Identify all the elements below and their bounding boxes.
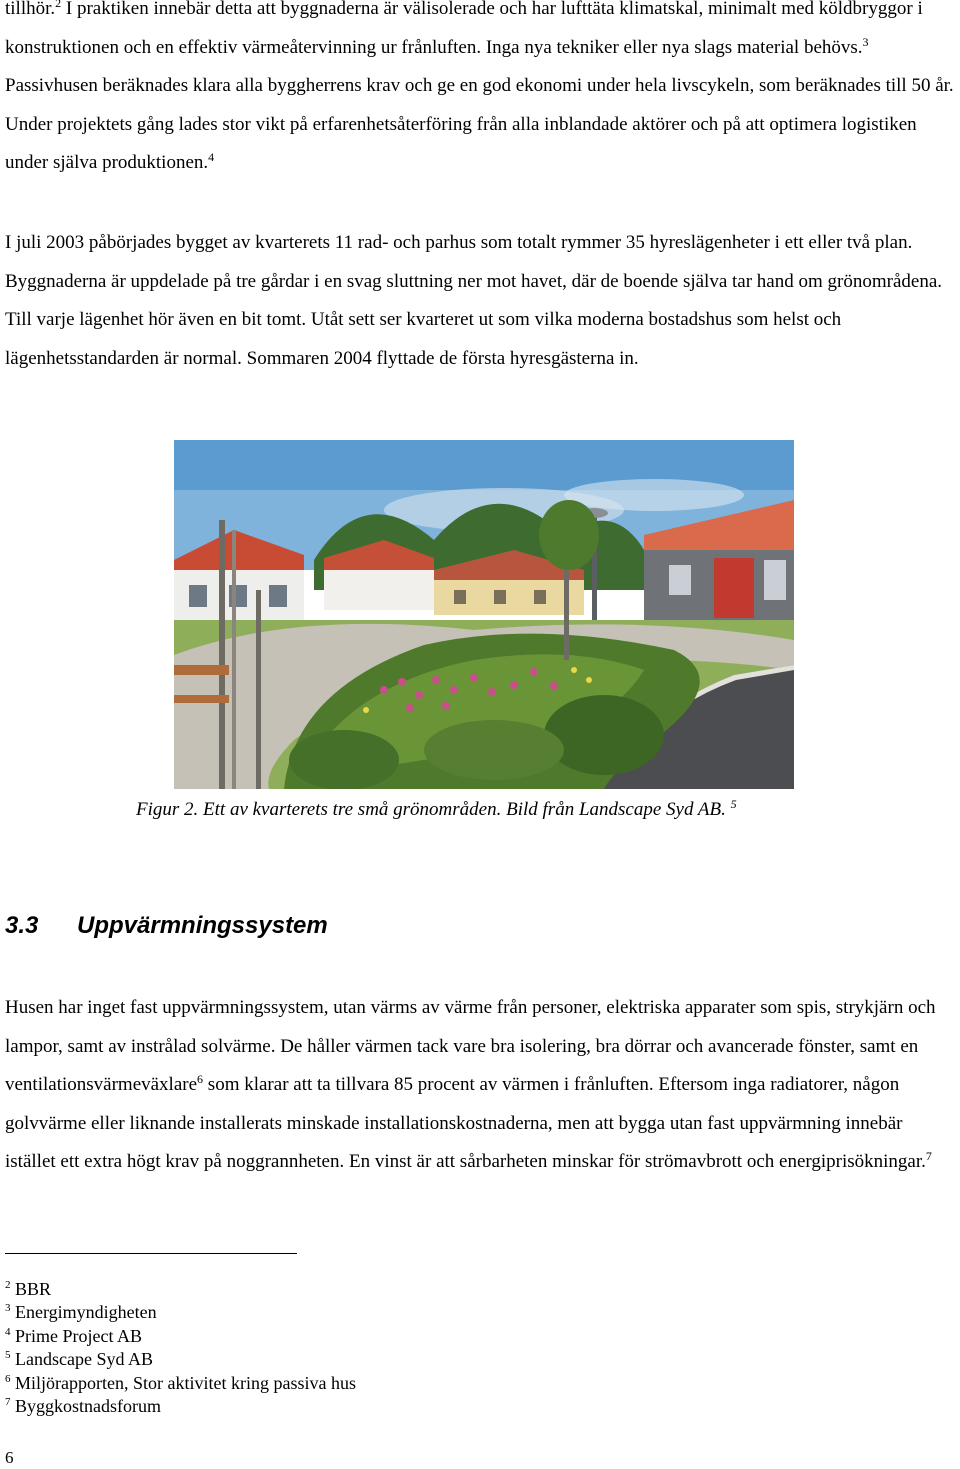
footnote-item: $^5$ Landscape Syd AB — [5, 1349, 153, 1370]
footnote-item: $^7$ Byggkostnadsforum — [5, 1396, 161, 1417]
section-number: 3.3 — [5, 912, 39, 939]
footnote-item: $^4$ Prime Project AB — [5, 1325, 142, 1346]
footnote-item: $^3$ Energimyndigheten — [5, 1302, 157, 1323]
footnote-ref: 2 — [55, 0, 62, 10]
footnote-ref: 5 — [730, 797, 737, 811]
courtyard-photo — [174, 440, 794, 789]
footnote-ref: 6 — [197, 1072, 204, 1087]
footnote-ref: 4 — [208, 150, 215, 165]
footnote-divider — [5, 1253, 297, 1254]
paragraph-construction: I juli 2003 påbörjades bygget av kvarterets 11 rad- och parhus som totalt rymmer 35 hyreslägenheter i ett eller två plan. Byggnaderna är uppdelade på tre gårdar i en svag sluttning ner mot havet, där de boende själva tar hand om grönområdena. Till varje lägenhet hör även en bit tomt. Utåt sett ser kvarteret ut som vilka moderna bostadshus som helst och lägenhetsstandarden är normal. Sommaren 2004 flyttade de första hyresgästerna in. — [5, 232, 943, 369]
footnote-list — [5, 1278, 356, 1418]
footnote-item: $^2$ BBR — [5, 1279, 52, 1299]
paragraph-intro: tillhör.$^2$ I praktiken innebär detta att byggnaderna är välisolerade och har lufttäta klimatskal, minimalt med köldbryggor i konstruktionen och en effektiv värmeåtervinning ur frånluften. Inga nya tekniker eller nya slags material behövs.$^3$ Passivhusen beräknades klara alla byggherrens krav och ge en god ekonomi under hela livscykeln, som beräknades till 50 år. Under projektets gång lades stor vikt på erfarenhetsåterföring från alla inblandade aktörer och på att optimera logistiken under själva produktionen.$^4$ — [5, 0, 957, 183]
footnote-ref: 3 — [862, 34, 869, 49]
section-heading — [5, 912, 328, 940]
page-number: 6 — [5, 1448, 14, 1467]
footnote-ref: 7 — [925, 1149, 932, 1164]
paragraph-heating: Husen har inget fast uppvärmningssystem, utan värms av värme från personer, elektriska apparater som spis, strykjärn och lampor, samt av instrålad solvärme. De håller värmen tack vare bra isolering, bra dörrar och avancerade fönster, samt en ventilationsvärmeväxlare$^6$ som klarar att ta tillvara 85 procent av värmen i frånluften. Eftersom inga radiatorer, någon golvvärme eller liknande installerats minskade installationskostnaderna, men att bygga utan fast uppvärmning innebär istället ett extra högt krav på noggrannheten. En vinst är att sårbarheten minskar för strömavbrott och energiprisökningar.$^7$ — [5, 997, 936, 1173]
section-title: Uppvärmningssystem — [77, 912, 328, 939]
figure-caption: Figur 2. Ett av kvarterets tre små grönområden. Bild från Landscape Syd AB. $^5$ — [136, 797, 737, 820]
footnote-item: $^6$ Miljörapporten, Stor aktivitet kring passiva hus — [5, 1372, 356, 1393]
